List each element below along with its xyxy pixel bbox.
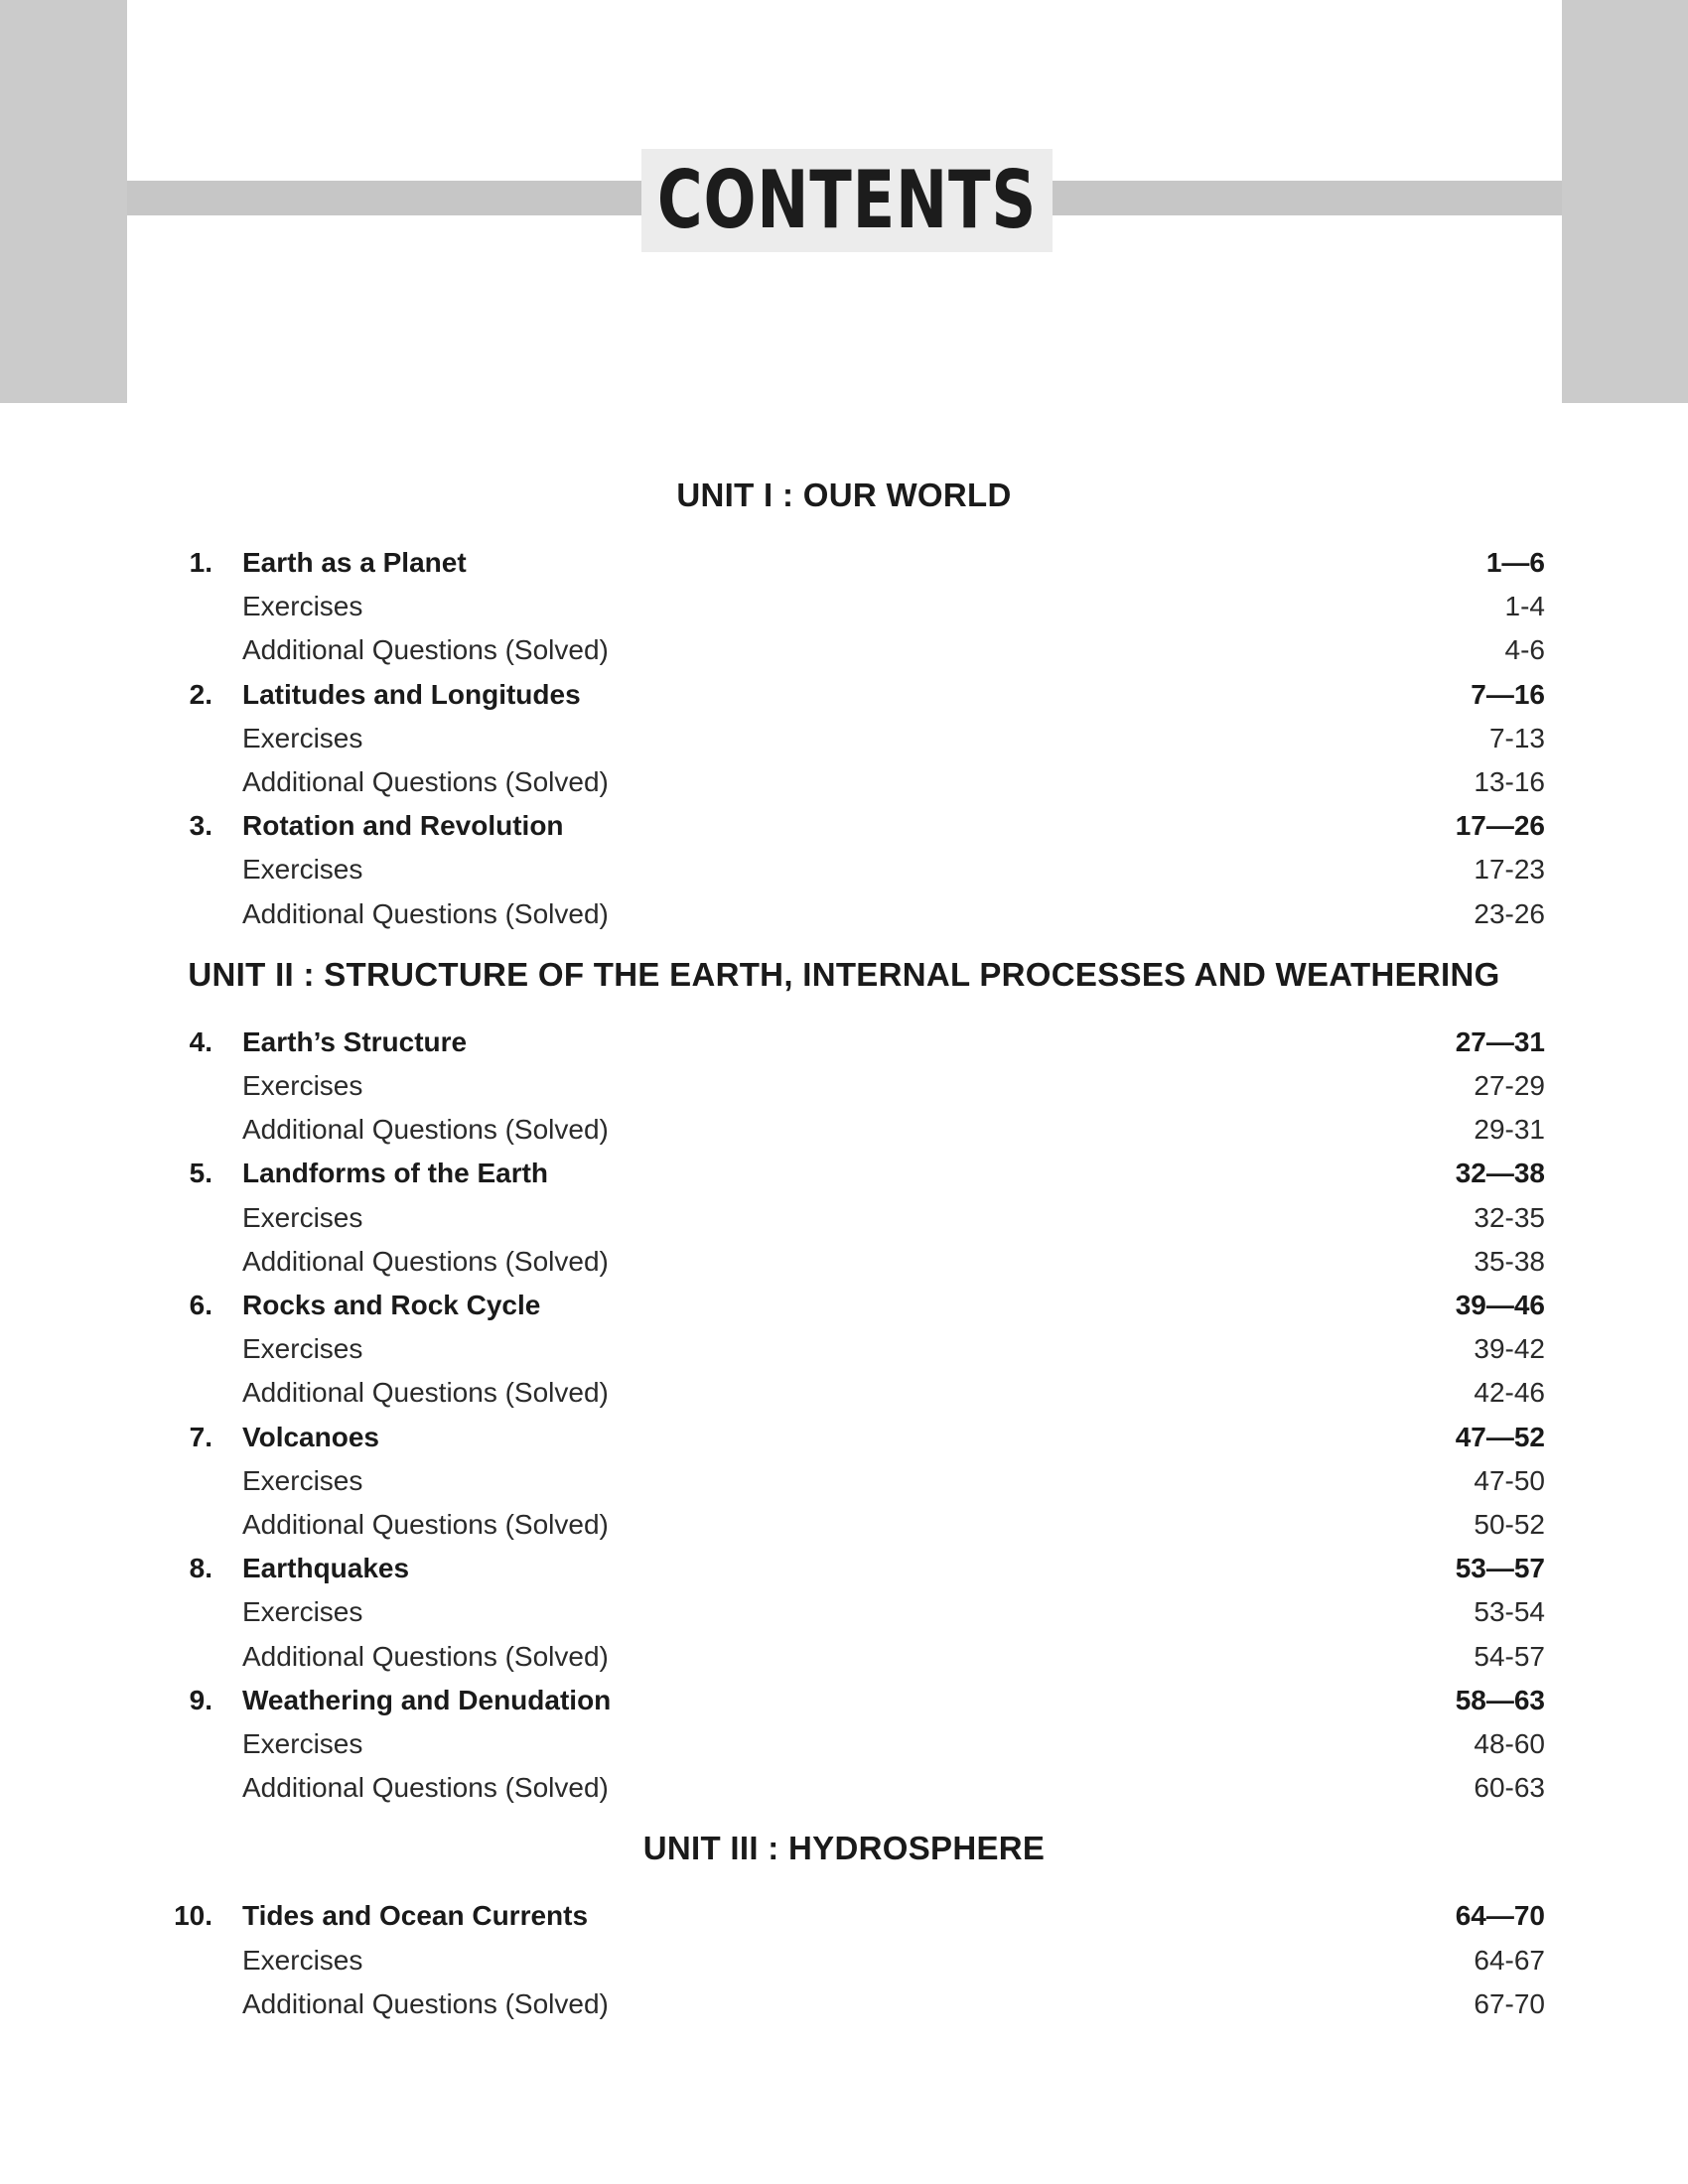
chapter-row [0, 1547, 1688, 1590]
section-pages: 13-16 [1474, 766, 1545, 797]
section-label: Additional Questions (Solved) [242, 766, 609, 797]
section-label: Additional Questions (Solved) [242, 1245, 609, 1277]
section-pages: 17-23 [1474, 854, 1545, 886]
chapter-title: Earthquakes [242, 1553, 410, 1584]
chapter-number: 6. [189, 1290, 212, 1320]
chapter-number: 7. [189, 1421, 212, 1452]
unit-heading: UNIT III : HYDROSPHERE [642, 1830, 1046, 1867]
section-label: Exercises [242, 722, 363, 753]
chapter-row [0, 804, 1688, 848]
section-row [0, 892, 1688, 936]
section-row [0, 848, 1688, 891]
chapter-number: 10. [174, 1900, 212, 1932]
section-pages: 1-4 [1504, 591, 1545, 622]
section-row [0, 1590, 1688, 1634]
chapter-pages: 7—16 [1471, 678, 1545, 710]
chapter-title: Volcanoes [242, 1421, 379, 1452]
section-label: Exercises [242, 1944, 363, 1976]
section-pages: 53-54 [1474, 1596, 1545, 1628]
chapter-title: Tides and Ocean Currents [242, 1900, 589, 1932]
section-label: Exercises [242, 1201, 363, 1233]
section-row [0, 1240, 1688, 1284]
section-label: Additional Questions (Solved) [242, 634, 609, 666]
chapter-number: 9. [189, 1684, 212, 1715]
unit-heading: UNIT II : STRUCTURE OF THE EARTH, INTERNAL PROCESSES AND WEATHERING [188, 955, 1500, 993]
section-label: Additional Questions (Solved) [242, 1377, 609, 1409]
section-pages: 29-31 [1474, 1114, 1545, 1146]
section-pages: 60-63 [1474, 1772, 1545, 1804]
section-pages: 48-60 [1474, 1728, 1545, 1759]
section-pages: 32-35 [1474, 1201, 1545, 1233]
chapter-title: Weathering and Denudation [242, 1684, 612, 1715]
section-pages: 39-42 [1474, 1333, 1545, 1365]
chapter-number: 4. [189, 1025, 212, 1057]
section-row [0, 1503, 1688, 1547]
chapter-pages: 17—26 [1455, 810, 1545, 842]
section-label: Exercises [242, 1070, 363, 1101]
section-label: Exercises [242, 591, 363, 622]
section-label: Exercises [242, 1333, 363, 1365]
section-label: Additional Questions (Solved) [242, 1509, 609, 1540]
chapter-pages: 47—52 [1455, 1421, 1545, 1452]
chapter-row [0, 1894, 1688, 1938]
section-row [0, 1766, 1688, 1810]
section-label: Additional Questions (Solved) [242, 1987, 609, 2019]
section-pages: 27-29 [1474, 1070, 1545, 1101]
chapter-title: Rotation and Revolution [242, 810, 564, 842]
chapter-row [0, 1284, 1688, 1327]
chapter-pages: 53—57 [1455, 1553, 1545, 1584]
chapter-number: 1. [189, 547, 212, 578]
section-label: Exercises [242, 1596, 363, 1628]
chapter-row [0, 1152, 1688, 1195]
section-row [0, 1108, 1688, 1152]
section-pages: 47-50 [1474, 1464, 1545, 1496]
chapter-title: Landforms of the Earth [242, 1158, 549, 1189]
chapter-pages: 27—31 [1455, 1025, 1545, 1057]
section-row [0, 1327, 1688, 1371]
section-row [0, 1196, 1688, 1240]
section-row [0, 1459, 1688, 1503]
chapter-title: Earth as a Planet [242, 547, 467, 578]
section-pages: 42-46 [1474, 1377, 1545, 1409]
chapter-title: Latitudes and Longitudes [242, 678, 581, 710]
section-pages: 67-70 [1474, 1987, 1545, 2019]
section-pages: 4-6 [1504, 634, 1545, 666]
section-label: Exercises [242, 854, 363, 886]
section-pages: 7-13 [1488, 722, 1545, 753]
left-gray-panel [0, 0, 127, 403]
chapter-row [0, 673, 1688, 717]
section-pages: 54-57 [1474, 1640, 1545, 1672]
chapter-pages: 58—63 [1455, 1684, 1545, 1715]
chapter-pages: 39—46 [1455, 1290, 1545, 1320]
section-pages: 35-38 [1474, 1245, 1545, 1277]
section-label: Exercises [242, 1464, 363, 1496]
section-pages: 50-52 [1474, 1509, 1545, 1540]
section-row [0, 1982, 1688, 2026]
chapter-title: Rocks and Rock Cycle [242, 1290, 541, 1320]
unit-heading: UNIT I : OUR WORLD [676, 477, 1012, 513]
section-row [0, 1722, 1688, 1766]
chapter-row [0, 1021, 1688, 1064]
section-label: Exercises [242, 1728, 363, 1759]
chapter-number: 3. [189, 810, 212, 842]
section-row [0, 1939, 1688, 1982]
section-pages: 23-26 [1474, 897, 1545, 929]
chapter-number: 8. [189, 1553, 212, 1584]
section-row [0, 585, 1688, 628]
section-row [0, 1371, 1688, 1415]
section-label: Additional Questions (Solved) [242, 897, 609, 929]
section-row [0, 717, 1688, 760]
section-label: Additional Questions (Solved) [242, 1114, 609, 1146]
chapter-pages: 32—38 [1455, 1158, 1545, 1189]
section-row [0, 1635, 1688, 1679]
chapter-row [0, 1416, 1688, 1459]
section-row [0, 1064, 1688, 1108]
page-title: CONTENTS [656, 154, 1038, 246]
section-pages: 64-67 [1474, 1944, 1545, 1976]
section-label: Additional Questions (Solved) [242, 1772, 609, 1804]
chapter-row [0, 541, 1688, 585]
section-row [0, 760, 1688, 804]
chapter-number: 2. [189, 678, 212, 710]
title-box [641, 149, 1053, 252]
chapter-number: 5. [189, 1158, 212, 1189]
chapter-row [0, 1679, 1688, 1722]
chapter-pages: 1—6 [1485, 547, 1545, 578]
section-row [0, 628, 1688, 672]
right-gray-panel [1562, 0, 1688, 403]
section-label: Additional Questions (Solved) [242, 1640, 609, 1672]
chapter-pages: 64—70 [1455, 1900, 1545, 1932]
chapter-title: Earth’s Structure [242, 1025, 468, 1057]
